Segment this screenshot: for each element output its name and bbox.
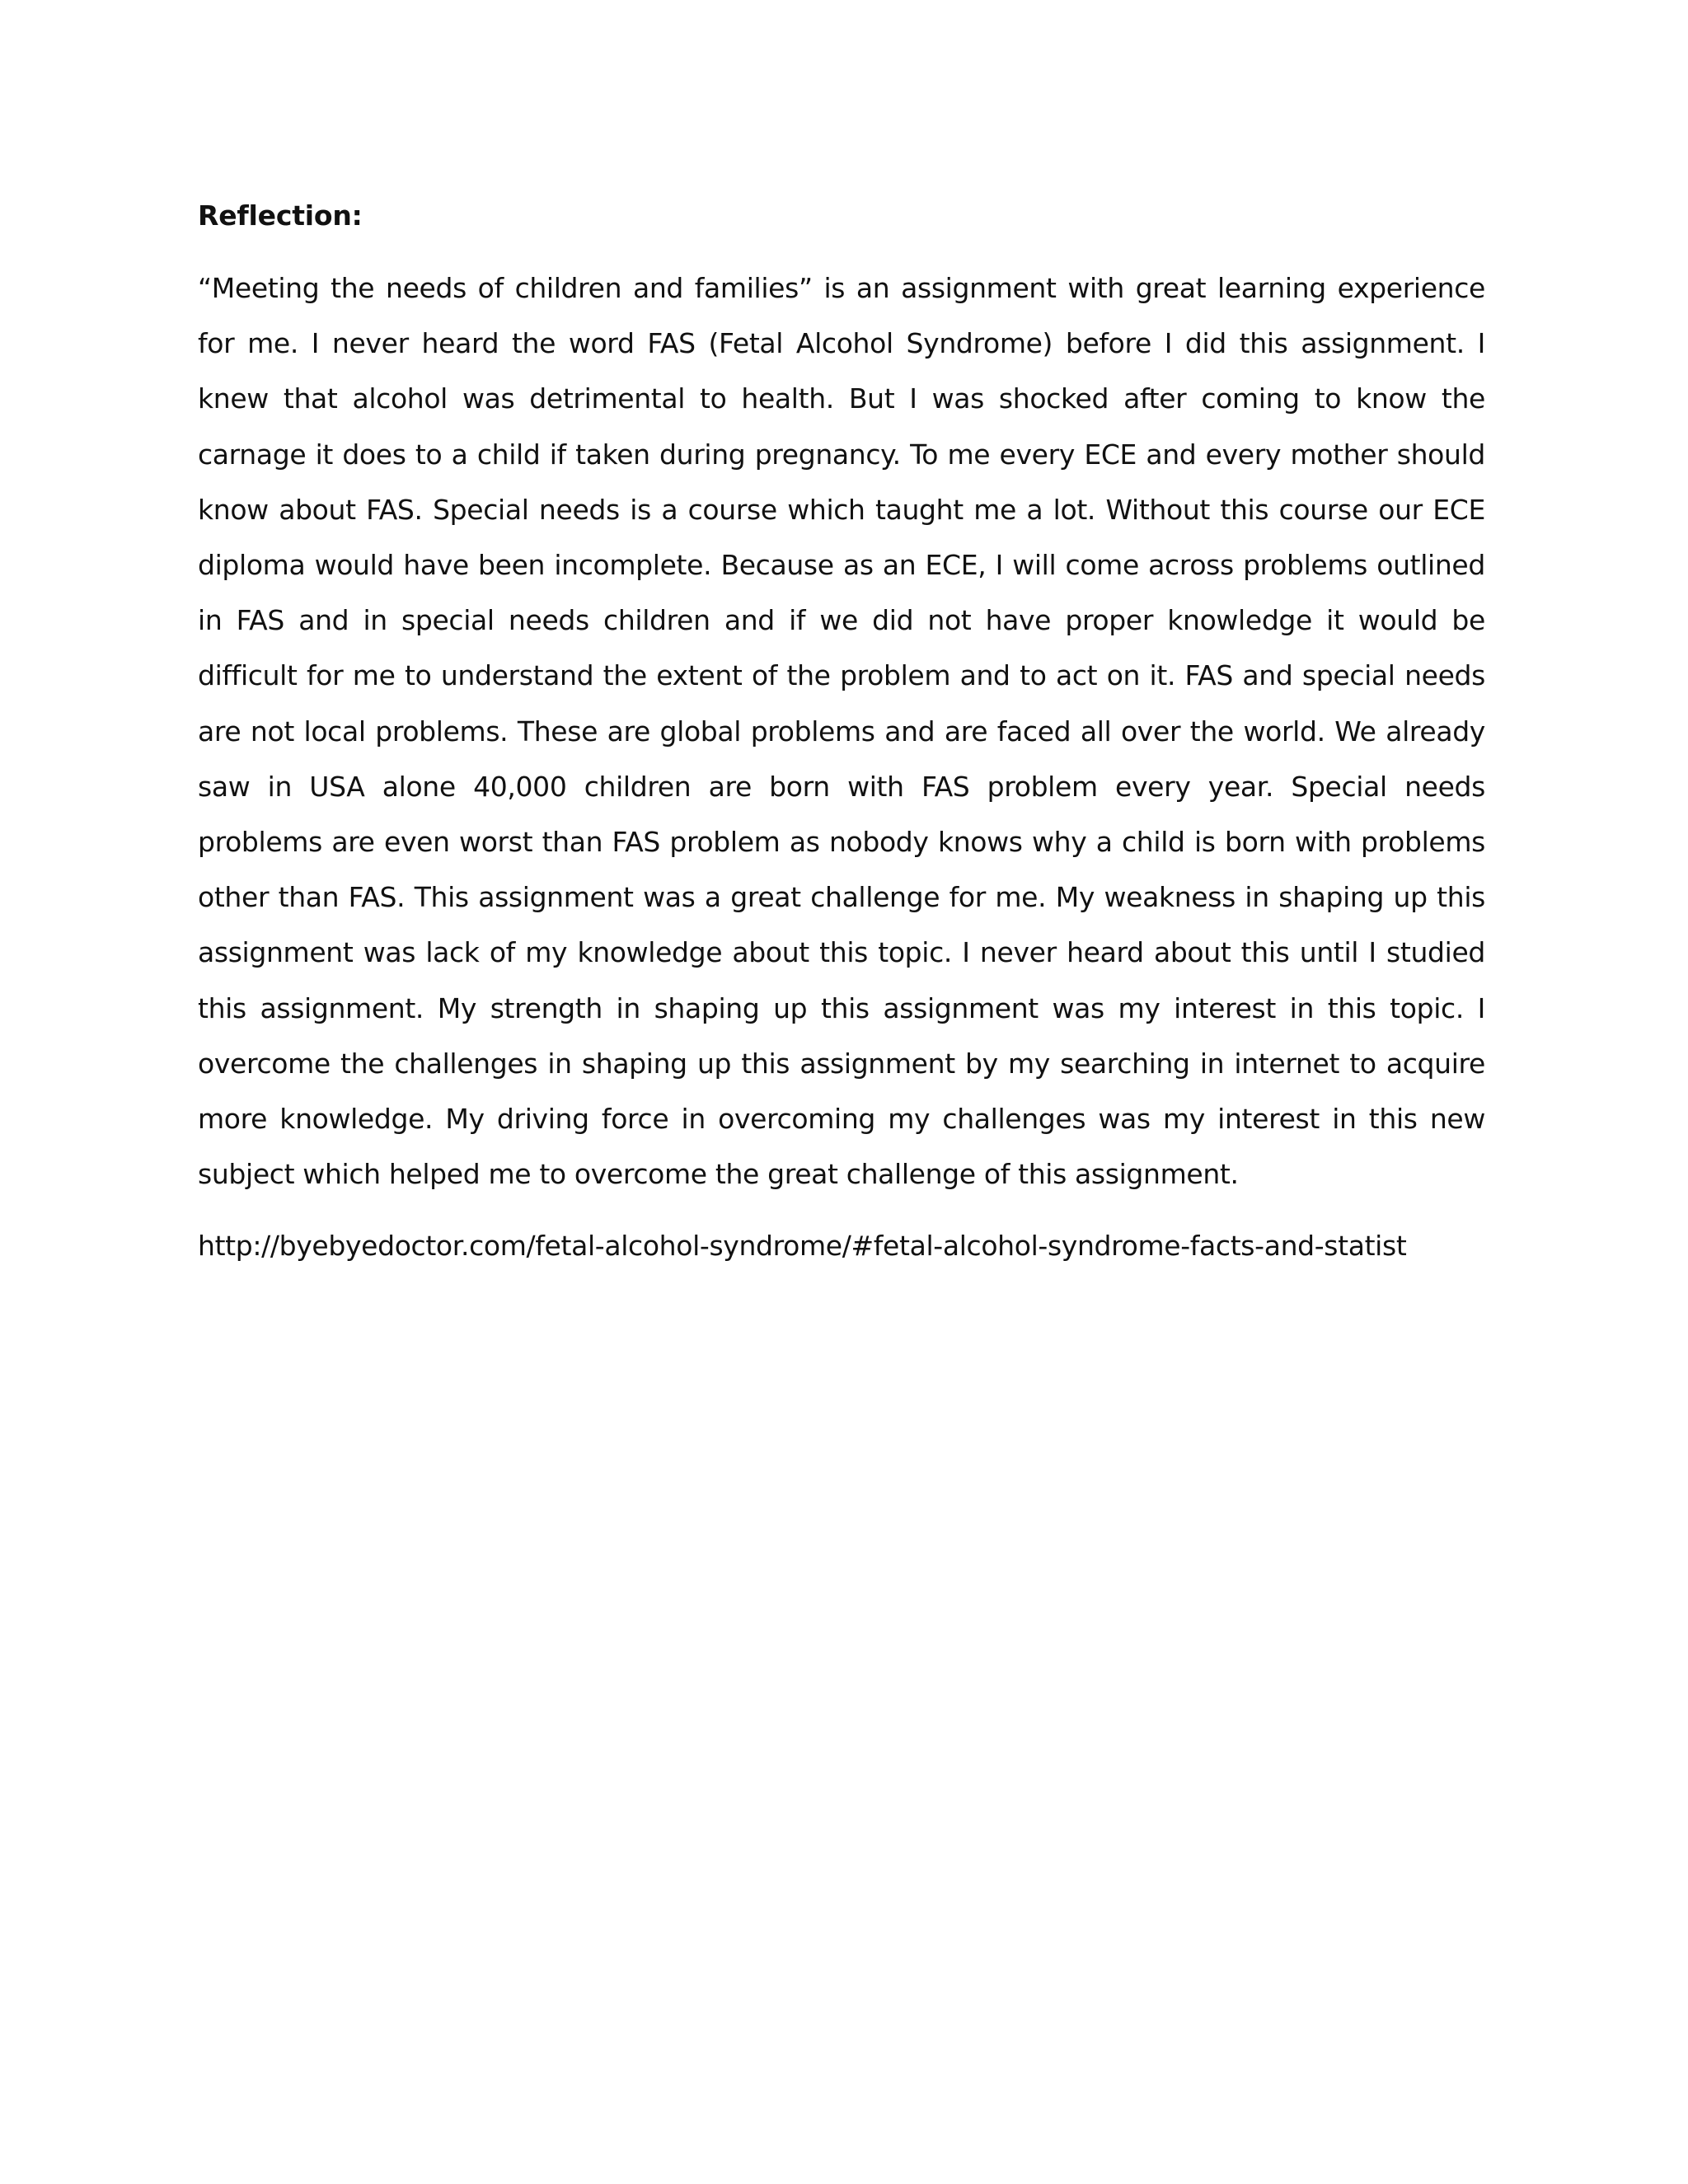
reference-url: http://byebyedoctor.com/fetal-alcohol-syndrome/#fetal-alcohol-syndrome-facts-and-statist [198,1230,1407,1263]
reflection-paragraph: “Meeting the needs of children and families” is an assignment with great learning experience for me. I never heard the word FAS (Fetal Alcohol Syndrome) before I did this assignment. I knew that alcohol was detrimental to health. But I was shocked after coming to know the carnage it does to a child if taken during pregnancy. To me every ECE and every mother should know about FAS. Special needs is a course which taught me a lot. Without this course our ECE diploma would have been incomplete. Because as an ECE, I will come across problems outlined in FAS and in special needs children and if we did not have proper knowledge it would be difficult for me to understand the extent of the problem and to act on it. FAS and special needs are not local problems. These are global problems and are faced all over the world. We already saw in USA alone 40,000 children are born with FAS problem every year. Special needs problems are even worst than FAS problem as nobody knows why a child is born with problems other than FAS. This assignment was a great challenge for me. My weakness in shaping up this assignment was lack of my knowledge about this topic. I never heard about this until I studied this assignment. My strength in shaping up this assignment was my interest in this topic. I overcome the challenges in shaping up this assignment by my searching in internet to acquire more knowledge. My driving force in overcoming my challenges was my interest in this new subject which helped me to overcome the great challenge of this assignment. [198,272,1485,1191]
document-content [198,196,1485,1266]
section-heading: Reflection: [198,199,363,232]
